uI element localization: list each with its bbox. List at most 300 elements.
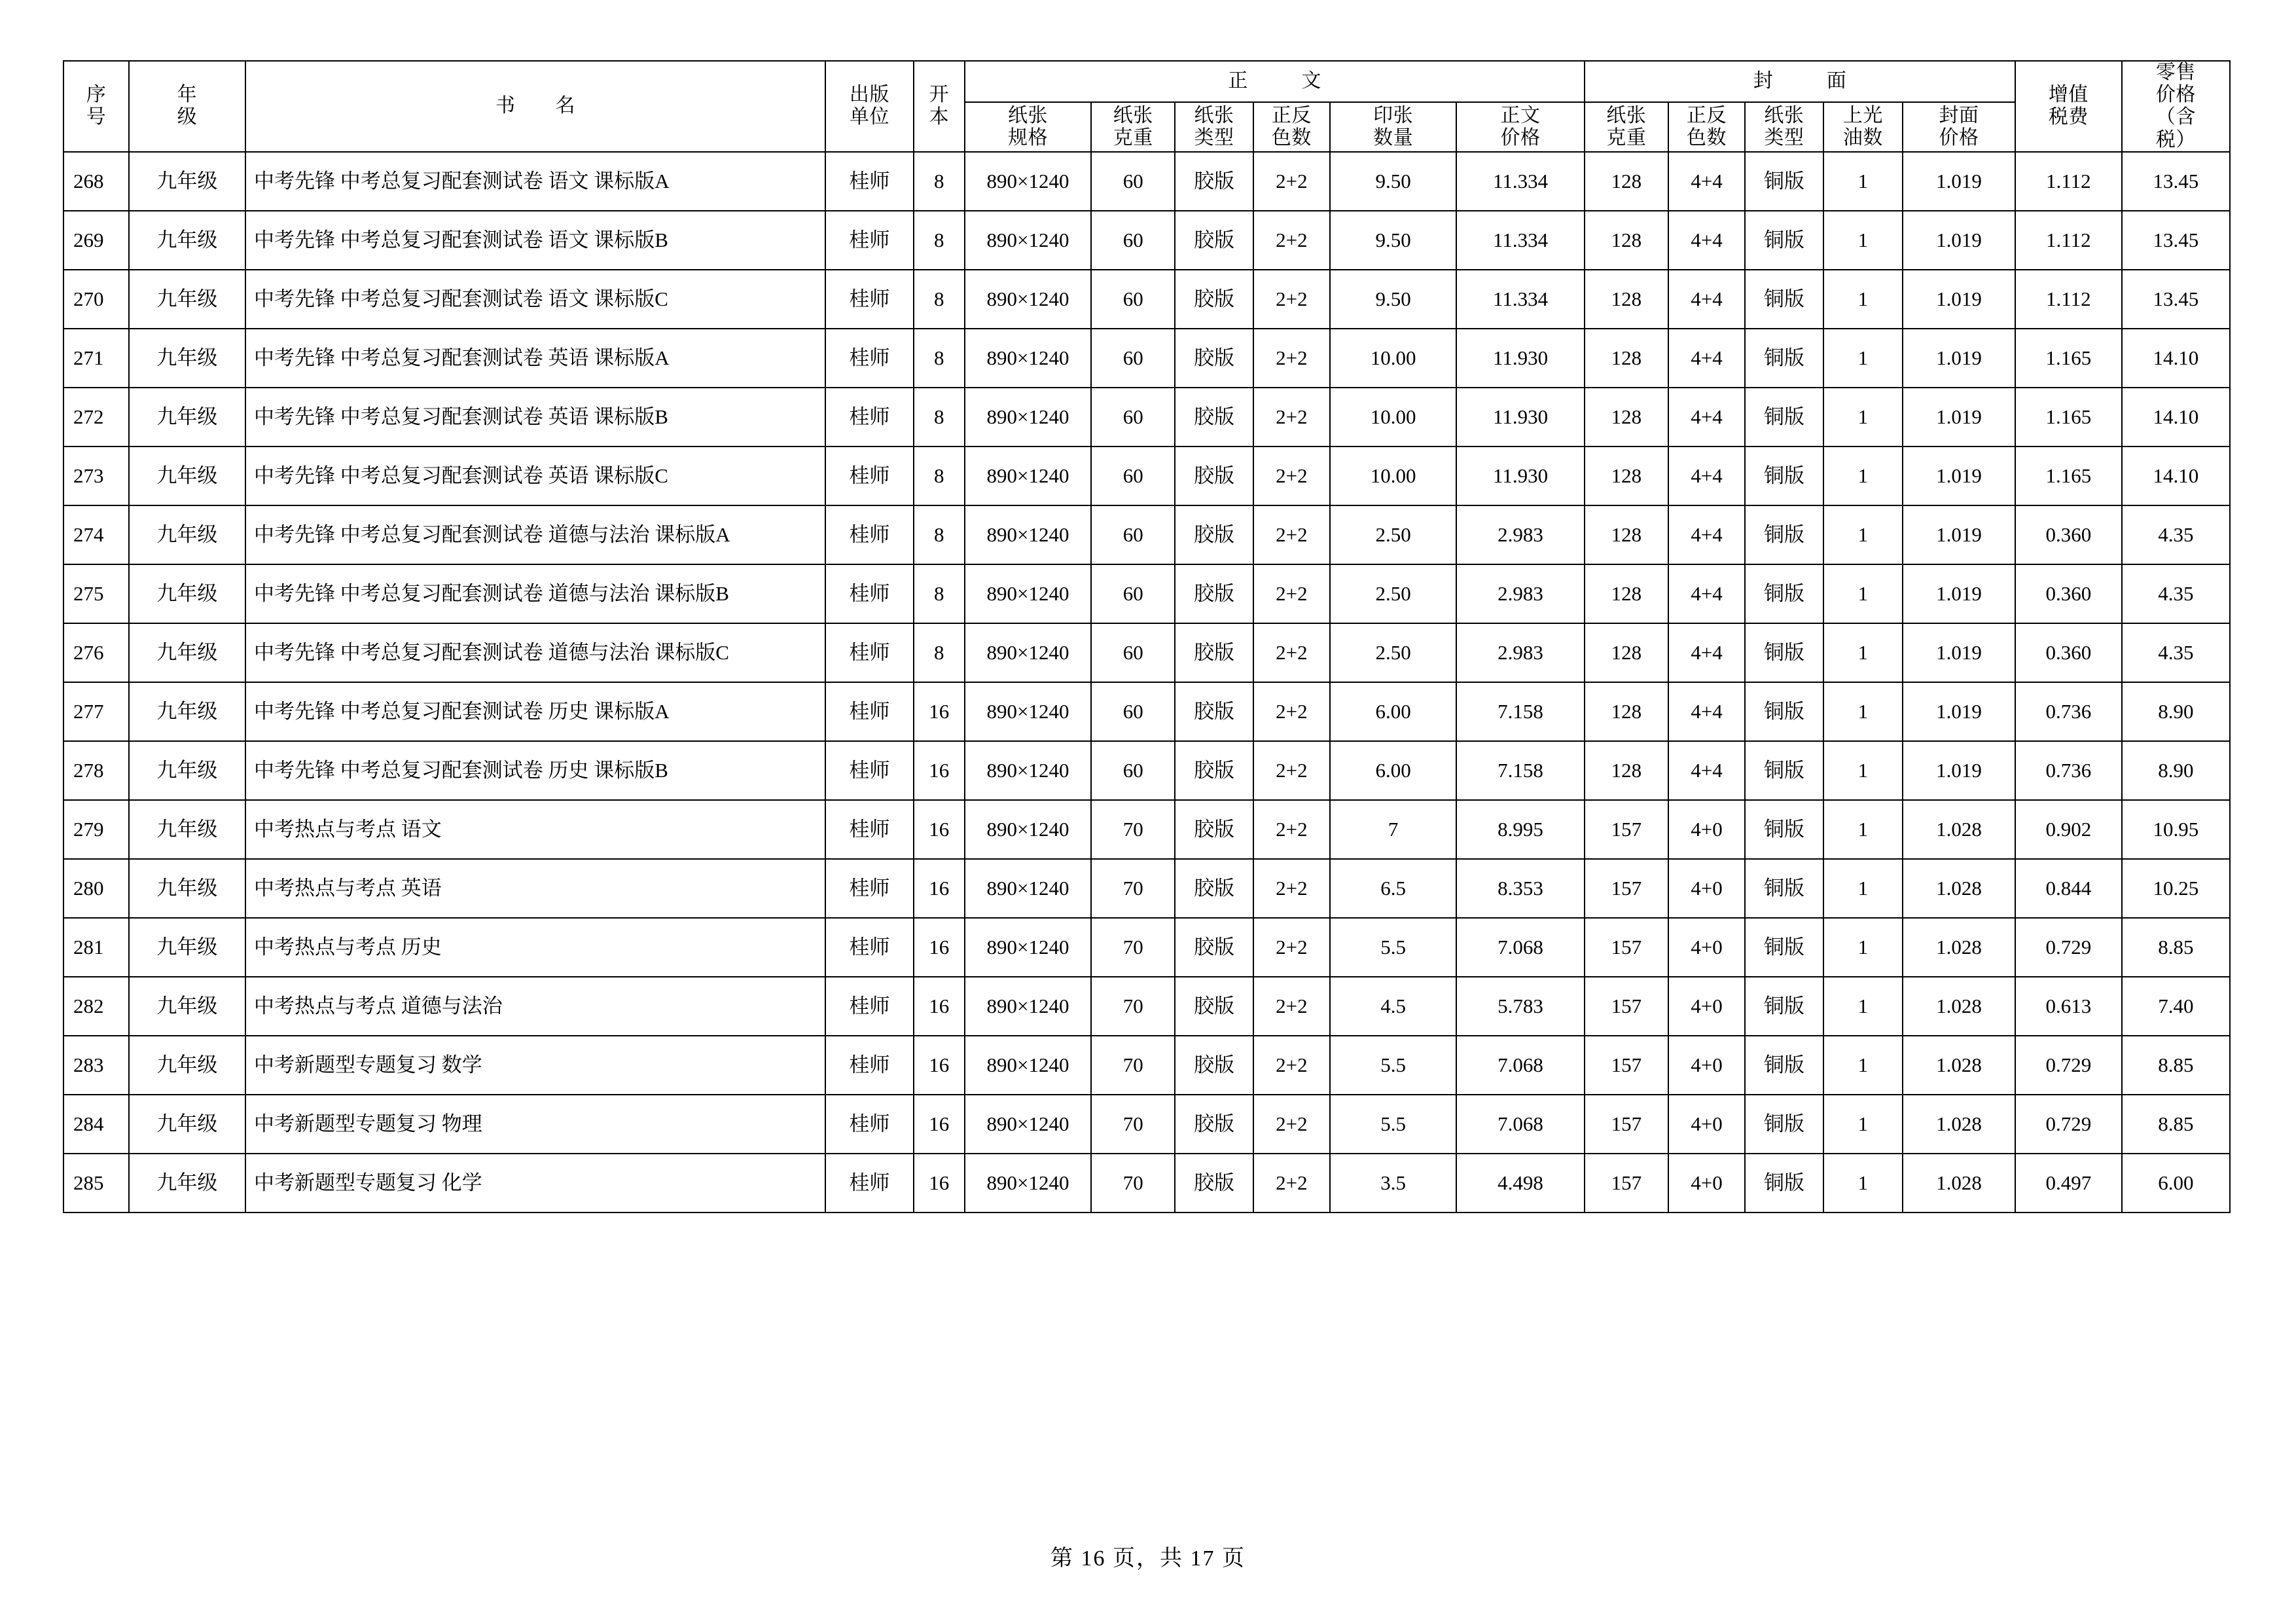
cell-cover-paper-gsm: 157 bbox=[1585, 918, 1668, 977]
cell-cover-paper-type: 铜版 bbox=[1745, 859, 1823, 918]
col-header-body-color: 正反 色数 bbox=[1253, 102, 1330, 152]
cell-body-color: 2+2 bbox=[1253, 741, 1330, 800]
cell-retail-price: 13.45 bbox=[2122, 152, 2230, 211]
cell-body-paper-gsm: 60 bbox=[1091, 505, 1175, 564]
table-row bbox=[63, 800, 2230, 859]
cell-grade: 九年级 bbox=[129, 623, 245, 682]
cell-format: 8 bbox=[914, 211, 965, 270]
cell-cover-price: 1.019 bbox=[1903, 329, 2015, 388]
col-header-body-paper-gsm: 纸张 克重 bbox=[1091, 102, 1175, 152]
cell-body-color: 2+2 bbox=[1253, 1036, 1330, 1095]
cell-body-paper-type: 胶版 bbox=[1175, 505, 1253, 564]
table-row bbox=[63, 623, 2230, 682]
cell-publisher: 桂师 bbox=[825, 329, 914, 388]
cell-cover-price: 1.028 bbox=[1903, 859, 2015, 918]
table-row bbox=[63, 211, 2230, 270]
cell-body-price: 7.068 bbox=[1456, 1036, 1585, 1095]
cell-body-paper-type: 胶版 bbox=[1175, 211, 1253, 270]
cell-cover-color: 4+4 bbox=[1668, 329, 1745, 388]
cell-publisher: 桂师 bbox=[825, 918, 914, 977]
col-header-cover-color: 正反 色数 bbox=[1668, 102, 1745, 152]
table-row bbox=[63, 859, 2230, 918]
cell-book-name: 中考先锋 中考总复习配套测试卷 语文 课标版A bbox=[245, 152, 825, 211]
cell-grade: 九年级 bbox=[129, 1036, 245, 1095]
cell-body-price: 7.068 bbox=[1456, 918, 1585, 977]
cell-vat: 0.360 bbox=[2015, 564, 2122, 623]
cell-format: 8 bbox=[914, 388, 965, 447]
table-row bbox=[63, 270, 2230, 329]
cell-cover-price: 1.028 bbox=[1903, 800, 2015, 859]
cell-body-sheets: 9.50 bbox=[1330, 211, 1456, 270]
cell-cover-color: 4+0 bbox=[1668, 1095, 1745, 1154]
cell-cover-gloss: 1 bbox=[1823, 152, 1903, 211]
table-row bbox=[63, 741, 2230, 800]
cell-cover-color: 4+4 bbox=[1668, 623, 1745, 682]
cell-body-paper-type: 胶版 bbox=[1175, 388, 1253, 447]
cell-book-name: 中考先锋 中考总复习配套测试卷 英语 课标版B bbox=[245, 388, 825, 447]
cell-cover-color: 4+0 bbox=[1668, 1154, 1745, 1213]
cell-publisher: 桂师 bbox=[825, 447, 914, 505]
table-row bbox=[63, 152, 2230, 211]
cell-cover-gloss: 1 bbox=[1823, 977, 1903, 1036]
cell-cover-paper-type: 铜版 bbox=[1745, 1036, 1823, 1095]
cell-vat: 0.613 bbox=[2015, 977, 2122, 1036]
cell-cover-paper-type: 铜版 bbox=[1745, 447, 1823, 505]
cell-retail-price: 10.25 bbox=[2122, 859, 2230, 918]
cell-seq: 272 bbox=[63, 388, 129, 447]
cell-vat: 1.165 bbox=[2015, 329, 2122, 388]
cell-cover-paper-type: 铜版 bbox=[1745, 918, 1823, 977]
cell-cover-gloss: 1 bbox=[1823, 741, 1903, 800]
cell-format: 8 bbox=[914, 447, 965, 505]
cell-body-paper-spec: 890×1240 bbox=[965, 977, 1091, 1036]
cell-cover-paper-gsm: 128 bbox=[1585, 329, 1668, 388]
cell-format: 8 bbox=[914, 329, 965, 388]
cell-cover-paper-type: 铜版 bbox=[1745, 1154, 1823, 1213]
cell-body-paper-gsm: 60 bbox=[1091, 447, 1175, 505]
cell-cover-gloss: 1 bbox=[1823, 564, 1903, 623]
cell-cover-gloss: 1 bbox=[1823, 1095, 1903, 1154]
cell-body-paper-gsm: 60 bbox=[1091, 388, 1175, 447]
cell-cover-gloss: 1 bbox=[1823, 270, 1903, 329]
cell-grade: 九年级 bbox=[129, 741, 245, 800]
cell-cover-gloss: 1 bbox=[1823, 1154, 1903, 1213]
cell-cover-price: 1.019 bbox=[1903, 505, 2015, 564]
cell-cover-paper-type: 铜版 bbox=[1745, 682, 1823, 741]
cell-cover-color: 4+0 bbox=[1668, 1036, 1745, 1095]
cell-cover-price: 1.019 bbox=[1903, 388, 2015, 447]
cell-vat: 0.729 bbox=[2015, 1095, 2122, 1154]
cell-body-price: 2.983 bbox=[1456, 564, 1585, 623]
cell-body-color: 2+2 bbox=[1253, 977, 1330, 1036]
cell-body-color: 2+2 bbox=[1253, 1095, 1330, 1154]
cell-body-color: 2+2 bbox=[1253, 505, 1330, 564]
cell-cover-paper-gsm: 128 bbox=[1585, 682, 1668, 741]
cell-cover-price: 1.019 bbox=[1903, 564, 2015, 623]
cell-cover-paper-type: 铜版 bbox=[1745, 329, 1823, 388]
cell-cover-color: 4+4 bbox=[1668, 505, 1745, 564]
cell-book-name: 中考先锋 中考总复习配套测试卷 道德与法治 课标版A bbox=[245, 505, 825, 564]
cell-grade: 九年级 bbox=[129, 564, 245, 623]
cell-body-price: 7.068 bbox=[1456, 1095, 1585, 1154]
cell-cover-paper-type: 铜版 bbox=[1745, 152, 1823, 211]
cell-body-sheets: 9.50 bbox=[1330, 270, 1456, 329]
cell-retail-price: 14.10 bbox=[2122, 447, 2230, 505]
col-header-grade: 年 级 bbox=[129, 61, 245, 152]
cell-book-name: 中考新题型专题复习 化学 bbox=[245, 1154, 825, 1213]
cell-cover-color: 4+4 bbox=[1668, 564, 1745, 623]
cell-book-name: 中考先锋 中考总复习配套测试卷 英语 课标版A bbox=[245, 329, 825, 388]
cell-book-name: 中考先锋 中考总复习配套测试卷 英语 课标版C bbox=[245, 447, 825, 505]
cell-body-paper-type: 胶版 bbox=[1175, 1154, 1253, 1213]
cell-body-paper-type: 胶版 bbox=[1175, 1095, 1253, 1154]
cell-retail-price: 8.90 bbox=[2122, 741, 2230, 800]
cell-body-sheets: 2.50 bbox=[1330, 564, 1456, 623]
col-header-vat: 增值 税费 bbox=[2015, 61, 2122, 152]
table-row bbox=[63, 388, 2230, 447]
cell-cover-gloss: 1 bbox=[1823, 329, 1903, 388]
cell-body-paper-gsm: 60 bbox=[1091, 211, 1175, 270]
cell-format: 16 bbox=[914, 741, 965, 800]
cell-book-name: 中考热点与考点 英语 bbox=[245, 859, 825, 918]
cell-book-name: 中考新题型专题复习 数学 bbox=[245, 1036, 825, 1095]
cell-body-paper-type: 胶版 bbox=[1175, 918, 1253, 977]
cell-grade: 九年级 bbox=[129, 1154, 245, 1213]
cell-cover-paper-gsm: 157 bbox=[1585, 1095, 1668, 1154]
cell-body-sheets: 5.5 bbox=[1330, 1095, 1456, 1154]
cell-book-name: 中考先锋 中考总复习配套测试卷 道德与法治 课标版C bbox=[245, 623, 825, 682]
cell-body-price: 2.983 bbox=[1456, 505, 1585, 564]
table-header-row-1 bbox=[63, 61, 2230, 102]
cell-publisher: 桂师 bbox=[825, 977, 914, 1036]
cell-cover-color: 4+4 bbox=[1668, 270, 1745, 329]
cell-cover-price: 1.028 bbox=[1903, 977, 2015, 1036]
cell-cover-paper-gsm: 128 bbox=[1585, 388, 1668, 447]
cell-publisher: 桂师 bbox=[825, 1154, 914, 1213]
cell-vat: 0.736 bbox=[2015, 741, 2122, 800]
cell-cover-gloss: 1 bbox=[1823, 918, 1903, 977]
cell-body-paper-spec: 890×1240 bbox=[965, 270, 1091, 329]
cell-seq: 275 bbox=[63, 564, 129, 623]
cell-body-paper-gsm: 60 bbox=[1091, 329, 1175, 388]
cell-retail-price: 13.45 bbox=[2122, 270, 2230, 329]
cell-seq: 268 bbox=[63, 152, 129, 211]
col-header-body-group: 正 文 bbox=[965, 61, 1585, 102]
cell-cover-paper-gsm: 128 bbox=[1585, 623, 1668, 682]
cell-format: 16 bbox=[914, 1154, 965, 1213]
cell-cover-price: 1.028 bbox=[1903, 1095, 2015, 1154]
cell-body-paper-gsm: 60 bbox=[1091, 152, 1175, 211]
cell-cover-gloss: 1 bbox=[1823, 505, 1903, 564]
cell-body-paper-spec: 890×1240 bbox=[965, 741, 1091, 800]
col-header-cover-price: 封面 价格 bbox=[1903, 102, 2015, 152]
cell-body-price: 4.498 bbox=[1456, 1154, 1585, 1213]
table-row bbox=[63, 1095, 2230, 1154]
cell-cover-color: 4+4 bbox=[1668, 447, 1745, 505]
cell-retail-price: 10.95 bbox=[2122, 800, 2230, 859]
cell-body-paper-type: 胶版 bbox=[1175, 270, 1253, 329]
cell-body-sheets: 10.00 bbox=[1330, 329, 1456, 388]
cell-body-color: 2+2 bbox=[1253, 564, 1330, 623]
cell-body-price: 8.353 bbox=[1456, 859, 1585, 918]
cell-body-sheets: 6.00 bbox=[1330, 741, 1456, 800]
cell-retail-price: 14.10 bbox=[2122, 388, 2230, 447]
cell-body-paper-gsm: 70 bbox=[1091, 800, 1175, 859]
cell-seq: 279 bbox=[63, 800, 129, 859]
cell-cover-color: 4+4 bbox=[1668, 741, 1745, 800]
cell-body-paper-gsm: 60 bbox=[1091, 741, 1175, 800]
cell-seq: 284 bbox=[63, 1095, 129, 1154]
cell-grade: 九年级 bbox=[129, 859, 245, 918]
cell-retail-price: 4.35 bbox=[2122, 505, 2230, 564]
cell-body-price: 2.983 bbox=[1456, 623, 1585, 682]
cell-vat: 0.736 bbox=[2015, 682, 2122, 741]
cell-publisher: 桂师 bbox=[825, 800, 914, 859]
cell-cover-paper-gsm: 157 bbox=[1585, 1154, 1668, 1213]
cell-body-price: 11.930 bbox=[1456, 329, 1585, 388]
cell-format: 8 bbox=[914, 152, 965, 211]
cell-cover-gloss: 1 bbox=[1823, 447, 1903, 505]
col-header-format: 开 本 bbox=[914, 61, 965, 152]
cell-cover-color: 4+0 bbox=[1668, 918, 1745, 977]
cell-cover-color: 4+4 bbox=[1668, 682, 1745, 741]
cell-grade: 九年级 bbox=[129, 682, 245, 741]
cell-cover-paper-gsm: 157 bbox=[1585, 859, 1668, 918]
cell-body-color: 2+2 bbox=[1253, 152, 1330, 211]
cell-body-price: 11.334 bbox=[1456, 211, 1585, 270]
cell-format: 8 bbox=[914, 623, 965, 682]
cell-cover-price: 1.019 bbox=[1903, 623, 2015, 682]
cell-cover-price: 1.019 bbox=[1903, 270, 2015, 329]
cell-cover-paper-type: 铜版 bbox=[1745, 211, 1823, 270]
cell-body-sheets: 5.5 bbox=[1330, 1036, 1456, 1095]
cell-publisher: 桂师 bbox=[825, 564, 914, 623]
col-header-cover-paper-type: 纸张 类型 bbox=[1745, 102, 1823, 152]
cell-book-name: 中考先锋 中考总复习配套测试卷 历史 课标版A bbox=[245, 682, 825, 741]
cell-grade: 九年级 bbox=[129, 447, 245, 505]
cell-cover-paper-type: 铜版 bbox=[1745, 977, 1823, 1036]
cell-body-paper-gsm: 60 bbox=[1091, 623, 1175, 682]
cell-cover-paper-gsm: 128 bbox=[1585, 741, 1668, 800]
cell-body-color: 2+2 bbox=[1253, 682, 1330, 741]
cell-cover-price: 1.019 bbox=[1903, 682, 2015, 741]
cell-publisher: 桂师 bbox=[825, 1095, 914, 1154]
col-header-body-price: 正文 价格 bbox=[1456, 102, 1585, 152]
cell-retail-price: 4.35 bbox=[2122, 564, 2230, 623]
cell-grade: 九年级 bbox=[129, 211, 245, 270]
cell-cover-paper-type: 铜版 bbox=[1745, 800, 1823, 859]
table-row bbox=[63, 564, 2230, 623]
cell-seq: 273 bbox=[63, 447, 129, 505]
cell-cover-color: 4+4 bbox=[1668, 152, 1745, 211]
cell-retail-price: 8.85 bbox=[2122, 1036, 2230, 1095]
cell-vat: 0.360 bbox=[2015, 623, 2122, 682]
cell-body-paper-gsm: 70 bbox=[1091, 1036, 1175, 1095]
cell-body-paper-type: 胶版 bbox=[1175, 682, 1253, 741]
cell-body-paper-type: 胶版 bbox=[1175, 152, 1253, 211]
cell-retail-price: 6.00 bbox=[2122, 1154, 2230, 1213]
table-row bbox=[63, 1154, 2230, 1213]
cell-body-paper-type: 胶版 bbox=[1175, 623, 1253, 682]
cell-vat: 1.112 bbox=[2015, 270, 2122, 329]
cell-body-paper-spec: 890×1240 bbox=[965, 388, 1091, 447]
cell-cover-paper-type: 铜版 bbox=[1745, 270, 1823, 329]
cell-cover-paper-type: 铜版 bbox=[1745, 623, 1823, 682]
cell-body-color: 2+2 bbox=[1253, 918, 1330, 977]
cell-seq: 282 bbox=[63, 977, 129, 1036]
cell-body-paper-gsm: 60 bbox=[1091, 564, 1175, 623]
cell-body-paper-spec: 890×1240 bbox=[965, 505, 1091, 564]
cell-book-name: 中考先锋 中考总复习配套测试卷 道德与法治 课标版B bbox=[245, 564, 825, 623]
cell-vat: 0.729 bbox=[2015, 918, 2122, 977]
cell-body-paper-type: 胶版 bbox=[1175, 329, 1253, 388]
cell-seq: 278 bbox=[63, 741, 129, 800]
cell-publisher: 桂师 bbox=[825, 859, 914, 918]
cell-book-name: 中考热点与考点 语文 bbox=[245, 800, 825, 859]
cell-vat: 0.844 bbox=[2015, 859, 2122, 918]
table-row bbox=[63, 1036, 2230, 1095]
cell-retail-price: 8.85 bbox=[2122, 918, 2230, 977]
cell-body-paper-spec: 890×1240 bbox=[965, 152, 1091, 211]
cell-body-paper-spec: 890×1240 bbox=[965, 682, 1091, 741]
cell-format: 16 bbox=[914, 859, 965, 918]
col-header-cover-gloss: 上光 油数 bbox=[1823, 102, 1903, 152]
cell-grade: 九年级 bbox=[129, 152, 245, 211]
cell-retail-price: 13.45 bbox=[2122, 211, 2230, 270]
table-row bbox=[63, 977, 2230, 1036]
cell-body-color: 2+2 bbox=[1253, 270, 1330, 329]
cell-grade: 九年级 bbox=[129, 1095, 245, 1154]
cell-format: 16 bbox=[914, 977, 965, 1036]
col-header-cover-group: 封 面 bbox=[1585, 61, 2015, 102]
cell-retail-price: 8.90 bbox=[2122, 682, 2230, 741]
cell-grade: 九年级 bbox=[129, 270, 245, 329]
cell-body-paper-gsm: 70 bbox=[1091, 977, 1175, 1036]
table-body bbox=[63, 152, 2230, 1213]
cell-cover-paper-type: 铜版 bbox=[1745, 505, 1823, 564]
col-header-book-name: 书 名 bbox=[245, 61, 825, 152]
cell-publisher: 桂师 bbox=[825, 388, 914, 447]
cell-format: 8 bbox=[914, 270, 965, 329]
cell-body-paper-spec: 890×1240 bbox=[965, 447, 1091, 505]
cell-cover-color: 4+0 bbox=[1668, 800, 1745, 859]
cell-body-price: 7.158 bbox=[1456, 682, 1585, 741]
cell-format: 16 bbox=[914, 800, 965, 859]
cell-retail-price: 14.10 bbox=[2122, 329, 2230, 388]
cell-book-name: 中考先锋 中考总复习配套测试卷 历史 课标版B bbox=[245, 741, 825, 800]
cell-body-paper-type: 胶版 bbox=[1175, 800, 1253, 859]
col-header-body-paper-spec: 纸张 规格 bbox=[965, 102, 1091, 152]
cell-body-paper-spec: 890×1240 bbox=[965, 1154, 1091, 1213]
cell-cover-paper-type: 铜版 bbox=[1745, 1095, 1823, 1154]
page-footer: 第 16 页，共 17 页 bbox=[1050, 1546, 1246, 1571]
cell-publisher: 桂师 bbox=[825, 505, 914, 564]
cell-publisher: 桂师 bbox=[825, 1036, 914, 1095]
cell-grade: 九年级 bbox=[129, 388, 245, 447]
cell-body-paper-gsm: 60 bbox=[1091, 270, 1175, 329]
col-header-body-sheets: 印张 数量 bbox=[1330, 102, 1456, 152]
cell-cover-paper-gsm: 128 bbox=[1585, 564, 1668, 623]
cell-body-paper-type: 胶版 bbox=[1175, 977, 1253, 1036]
textbook-price-table bbox=[63, 60, 2231, 1213]
cell-cover-gloss: 1 bbox=[1823, 623, 1903, 682]
cell-publisher: 桂师 bbox=[825, 682, 914, 741]
table-row bbox=[63, 682, 2230, 741]
cell-cover-color: 4+0 bbox=[1668, 859, 1745, 918]
cell-grade: 九年级 bbox=[129, 918, 245, 977]
cell-body-sheets: 2.50 bbox=[1330, 623, 1456, 682]
cell-publisher: 桂师 bbox=[825, 211, 914, 270]
cell-body-paper-type: 胶版 bbox=[1175, 859, 1253, 918]
cell-retail-price: 8.85 bbox=[2122, 1095, 2230, 1154]
cell-cover-paper-gsm: 128 bbox=[1585, 152, 1668, 211]
cell-seq: 270 bbox=[63, 270, 129, 329]
cell-body-paper-gsm: 70 bbox=[1091, 918, 1175, 977]
cell-cover-gloss: 1 bbox=[1823, 682, 1903, 741]
cell-body-price: 8.995 bbox=[1456, 800, 1585, 859]
cell-vat: 1.112 bbox=[2015, 152, 2122, 211]
cell-format: 8 bbox=[914, 505, 965, 564]
cell-body-color: 2+2 bbox=[1253, 623, 1330, 682]
cell-retail-price: 7.40 bbox=[2122, 977, 2230, 1036]
cell-body-paper-spec: 890×1240 bbox=[965, 918, 1091, 977]
cell-body-paper-gsm: 70 bbox=[1091, 859, 1175, 918]
cell-book-name: 中考热点与考点 历史 bbox=[245, 918, 825, 977]
cell-publisher: 桂师 bbox=[825, 623, 914, 682]
cell-body-sheets: 4.5 bbox=[1330, 977, 1456, 1036]
cell-body-sheets: 10.00 bbox=[1330, 447, 1456, 505]
table-row bbox=[63, 447, 2230, 505]
cell-body-paper-type: 胶版 bbox=[1175, 741, 1253, 800]
cell-vat: 1.165 bbox=[2015, 388, 2122, 447]
cell-format: 16 bbox=[914, 1036, 965, 1095]
cell-body-sheets: 6.00 bbox=[1330, 682, 1456, 741]
table-row bbox=[63, 329, 2230, 388]
cell-cover-color: 4+4 bbox=[1668, 388, 1745, 447]
cell-body-color: 2+2 bbox=[1253, 388, 1330, 447]
cell-cover-gloss: 1 bbox=[1823, 211, 1903, 270]
cell-book-name: 中考先锋 中考总复习配套测试卷 语文 课标版B bbox=[245, 211, 825, 270]
cell-cover-paper-gsm: 128 bbox=[1585, 211, 1668, 270]
cell-body-price: 5.783 bbox=[1456, 977, 1585, 1036]
cell-cover-price: 1.028 bbox=[1903, 918, 2015, 977]
cell-body-paper-spec: 890×1240 bbox=[965, 859, 1091, 918]
cell-format: 8 bbox=[914, 564, 965, 623]
table-header bbox=[63, 61, 2230, 152]
col-header-body-paper-type: 纸张 类型 bbox=[1175, 102, 1253, 152]
cell-body-paper-gsm: 70 bbox=[1091, 1154, 1175, 1213]
table-row bbox=[63, 918, 2230, 977]
cell-cover-price: 1.019 bbox=[1903, 741, 2015, 800]
cell-vat: 0.729 bbox=[2015, 1036, 2122, 1095]
cell-format: 16 bbox=[914, 918, 965, 977]
cell-cover-color: 4+0 bbox=[1668, 977, 1745, 1036]
cell-body-paper-spec: 890×1240 bbox=[965, 800, 1091, 859]
cell-cover-gloss: 1 bbox=[1823, 800, 1903, 859]
cell-cover-paper-gsm: 157 bbox=[1585, 1036, 1668, 1095]
cell-body-paper-gsm: 70 bbox=[1091, 1095, 1175, 1154]
cell-publisher: 桂师 bbox=[825, 152, 914, 211]
cell-seq: 285 bbox=[63, 1154, 129, 1213]
cell-cover-paper-gsm: 157 bbox=[1585, 977, 1668, 1036]
cell-body-paper-spec: 890×1240 bbox=[965, 623, 1091, 682]
cell-body-sheets: 5.5 bbox=[1330, 918, 1456, 977]
cell-body-color: 2+2 bbox=[1253, 859, 1330, 918]
cell-seq: 276 bbox=[63, 623, 129, 682]
cell-body-price: 11.930 bbox=[1456, 388, 1585, 447]
cell-cover-price: 1.028 bbox=[1903, 1036, 2015, 1095]
cell-grade: 九年级 bbox=[129, 505, 245, 564]
